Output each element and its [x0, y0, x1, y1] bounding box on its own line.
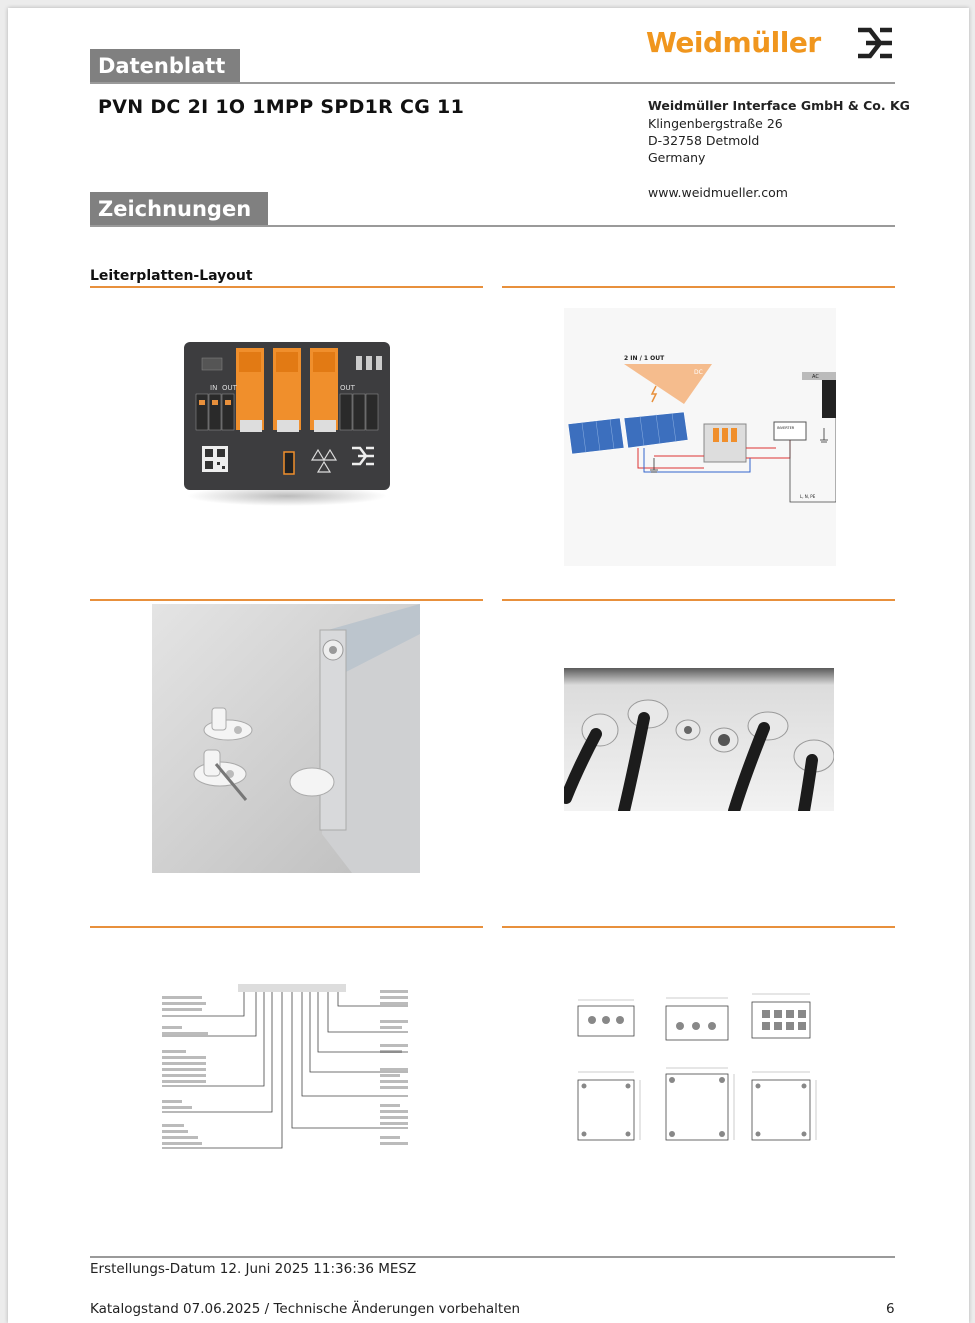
figure-separator — [90, 286, 483, 288]
qr-code-icon — [202, 446, 228, 472]
brand-logo — [646, 24, 896, 64]
board-in-label-right: OUT — [340, 384, 355, 392]
footer-divider — [90, 1256, 895, 1258]
header-divider — [90, 82, 895, 84]
company-street: Klingenbergstraße 26 — [648, 116, 783, 131]
diagram-ac-label: AC — [812, 374, 819, 380]
creation-date: Erstellungs-Datum 12. Juni 2025 11:36:36 MESZ — [90, 1261, 417, 1277]
board-in-label: IN — [210, 384, 218, 392]
diagram-inverter-label: INVERTER — [777, 426, 795, 430]
catalog-status: Katalogstand 07.06.2025 / Technische Änderungen vorbehalten — [90, 1301, 521, 1317]
section-title: Zeichnungen — [90, 192, 268, 226]
pcb-board-photo — [180, 338, 394, 510]
dimension-drawings — [574, 984, 838, 1152]
diagram-lnpe-label: L, N, PE — [800, 494, 816, 499]
company-website[interactable]: www.weidmueller.com — [648, 185, 788, 200]
figure-separator — [502, 599, 895, 601]
figure-separator — [502, 926, 895, 928]
brand-name: Weidmüller — [646, 26, 821, 59]
datasheet-page — [8, 8, 969, 1323]
diagram-io-label: 2 IN / 1 OUT — [624, 355, 665, 362]
diagram-dc-label: DC — [694, 369, 703, 376]
cable-glands-photo — [564, 668, 834, 811]
figure-separator — [90, 926, 483, 928]
doc-type-label: Datenblatt — [90, 49, 240, 83]
company-city: D-32758 Detmold — [648, 133, 760, 148]
mounting-feet-photo — [152, 604, 420, 873]
figure-separator — [502, 286, 895, 288]
page-number: 6 — [886, 1301, 895, 1317]
company-country: Germany — [648, 150, 706, 165]
company-name: Weidmüller Interface GmbH & Co. KG — [648, 98, 910, 113]
weidmueller-logo-icon — [856, 26, 894, 60]
product-title: PVN DC 2I 1O 1MPP SPD1R CG 11 — [98, 96, 465, 118]
figure-separator — [90, 599, 483, 601]
section-divider — [90, 225, 895, 227]
board-out-label: OUT — [222, 384, 237, 392]
type-code-diagram — [158, 976, 408, 1150]
pv-system-diagram — [564, 308, 836, 566]
subsection-title: Leiterplatten-Layout — [90, 268, 253, 284]
